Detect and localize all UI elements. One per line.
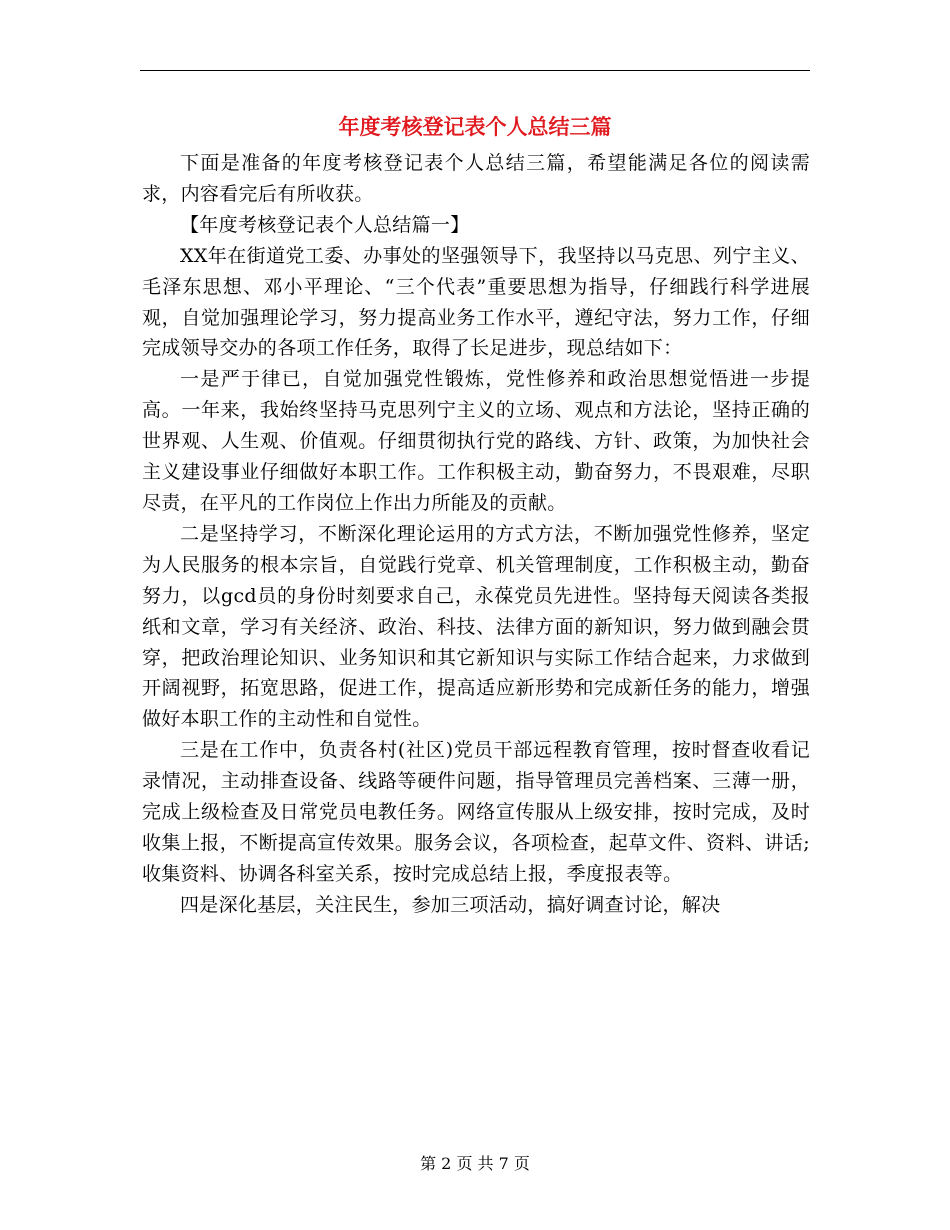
section-heading: 【年度考核登记表个人总结篇一】 [180,213,470,236]
header-rule [140,70,810,71]
body-paragraph: 三是在工作中，负责各村(社区)党员干部远程教育管理，按时督查收看记录情况，主动排查设备、线路等硬件问题，指导管理员完善档案、三薄一册，完成上级检查及日常党员电教任务。网络宣传服从上级安排，按时完成，及时收集上报，不断提高宣传效果。服务会议，各项检查，起草文件、资料、讲话;收集资料、协调各科室关系，按时完成总结上报，季度报表等。 [142,739,810,885]
document-title: 年度考核登记表个人总结三篇 [338,114,612,139]
body-paragraph: 二是坚持学习，不断深化理论运用的方式方法，不断加强党性修养，坚定为人民服务的根本宗旨，自觉践行党章、机关管理制度，工作积极主动，勤奋努力，以gcd员的身份时刻要求自己，永葆党员先进性。坚持每天阅读各类报纸和文章，学习有关经济、政治、科技、法律方面的新知识，努力做到融会贯穿，把政治理论知识、业务知识和其它新知识与实际工作结合起来，力求做到开阔视野，拓宽思路，促进工作，提高适应新形势和完成新任务的能力，增强做好本职工作的主动性和自觉性。 [142,522,810,731]
document-body [142,148,810,921]
page-number: 第 2 页 共 7 页 [420,1154,530,1173]
body-paragraph: 一是严于律已，自觉加强党性锻炼，党性修养和政治思想觉悟进一步提高。一年来，我始终坚持马克思列宁主义的立场、观点和方法论，坚持正确的世界观、人生观、价值观。仔细贯彻执行党的路线、方针、政策，为加快社会主义建设事业仔细做好本职工作。工作积极主动，勤奋努力，不畏艰难，尽职尽责，在平凡的工作岗位上作出力所能及的贡献。 [142,368,810,514]
body-paragraph: 四是深化基层，关注民生，参加三项活动，搞好调查讨论，解决 [180,893,721,916]
body-paragraph: XX年在街道党工委、办事处的坚强领导下，我坚持以马克思、列宁主义、毛泽东思想、邓小平理论、“三个代表”重要思想为指导，仔细践行科学进展观，自觉加强理论学习，努力提高业务工作水平，遵纪守法，努力工作，仔细完成领导交办的各项工作任务，取得了长足进步，现总结如下： [142,244,810,360]
intro-paragraph: 下面是准备的年度考核登记表个人总结三篇，希望能满足各位的阅读需求，内容看完后有所收获。 [142,152,810,205]
